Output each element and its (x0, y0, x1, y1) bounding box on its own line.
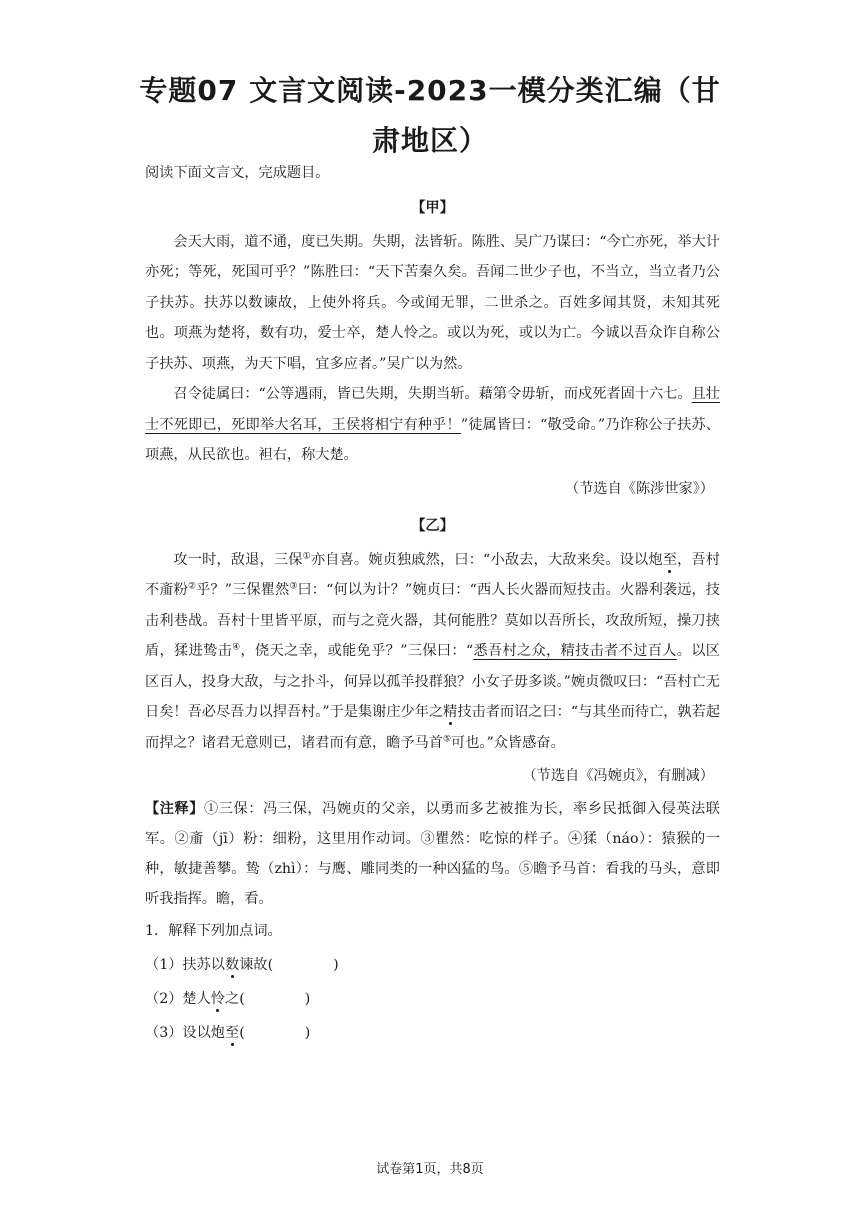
dotted-word-jing: 精 (443, 704, 458, 720)
annotation-label: 【注释】 (145, 801, 205, 817)
yi-source: （节选自《冯婉贞》，有删减） (522, 768, 714, 784)
item-text: 谏故( (239, 957, 274, 973)
annotation-text: ①三保：冯三保，冯婉贞的父亲，以勇而多艺被推为长，率乡民抵御入侵英法联军。②齑（jī）粉：细粉，这里用作动词。③瞿然：吃惊的样子。④猱（náo）：猿猴的一种，敏捷善攀。鸷（zhì）：与鹰、雕同类的一种凶猛的鸟。⑤瞻予马首：看我的马头，意即听我指挥。瞻，看。 (145, 801, 720, 907)
yi-underlined-sentence: 悉吾村之众，精技击者不过百人 (473, 643, 677, 659)
section-jia-heading: 【甲】 (411, 199, 454, 216)
footnote-ref-1: ① (302, 550, 311, 561)
dotted-word-zhi: 至 (662, 551, 678, 568)
item-number: （2） (145, 991, 183, 1007)
yi-text-6: ，侥天之幸，或能免乎？”三保曰：“ (240, 643, 474, 659)
footnote-ref-4: ④ (232, 642, 241, 653)
jia-source: （节选自《陈涉世家》） (565, 480, 714, 497)
item-text: 扶苏以 (182, 957, 225, 973)
annotation-block (145, 794, 720, 914)
dotted-word: 怜 (210, 991, 225, 1007)
yi-text-5: 曰：“何以为计？”婉贞曰：“西人长火器而短技击。火器利袭远，技击利巷战。吾村十里皆平原，而与之竞火器，其何能胜？莫如以吾所长，攻敌所短，操刀挟盾，猱进鸷击 (145, 582, 720, 659)
footnote-ref-3: ③ (289, 581, 298, 592)
jia-underlined-sentence: 且壮士不死即已，死即举大名耳，王侯将相宁有种乎！ (145, 386, 720, 433)
yi-text-3: ，吾村不齑粉 (145, 551, 720, 598)
section-yi-heading: 【乙】 (411, 517, 454, 534)
page-title: 专题07 文言文阅读-2023一模分类汇编（甘肃地区） (139, 74, 721, 157)
item-text: 之( (225, 991, 245, 1007)
footnote-ref-2: ② (187, 581, 197, 592)
yi-text-1: 攻一时，敌退，三保 (173, 551, 303, 568)
jia-p2-before: 召令徒属曰：“公等遇雨，皆已失期，失期当斩。藉第令毋斩，而戍死者固十六七。 (173, 386, 692, 402)
question-stem: 1．解释下列加点词。 (145, 923, 282, 939)
yi-text-9: 可也。”众皆感奋。 (451, 734, 565, 751)
instruction-text: 阅读下面文言文，完成题目。 (145, 165, 330, 181)
dotted-word: 至 (224, 1025, 240, 1041)
yi-text-7: 。以区区百人，投身大敌，与之扑斗，何异以孤羊投群狼？小女子毋多谈。”婉贞微叹曰：“吾村亡无日矣！吾必尽吾力以捍吾村。”于是集谢庄少年之 (145, 643, 720, 720)
yi-paragraph (145, 545, 720, 759)
yi-text-4: 乎？”三保瞿然 (196, 582, 290, 598)
item-text: ( (239, 1025, 245, 1041)
question-item-3 (145, 1016, 720, 1050)
dotted-word: 数 (224, 957, 240, 973)
question-item-1 (145, 948, 720, 982)
jia-p2-after: ”徒属皆曰：“敬受命。”乃诈称公子扶苏、项燕，从民欲也。袒右，称大楚。 (145, 416, 720, 463)
footnote-ref-5: ⑤ (442, 733, 452, 744)
item-text: ) (304, 1025, 311, 1041)
yi-text-2: 亦自喜。婉贞独戚然，曰：“小敌去，大敌来矣。设以炮 (310, 551, 663, 568)
item-number: （3） (145, 1025, 183, 1041)
jia-paragraph-2 (145, 379, 720, 471)
page-footer: 试卷第1页，共8页 (376, 1162, 484, 1177)
item-text: ) (333, 957, 339, 973)
question-item-2 (145, 982, 720, 1016)
item-text: ) (304, 991, 311, 1007)
item-text: 楚人 (182, 991, 211, 1007)
item-text: 设以炮 (182, 1025, 225, 1041)
yi-text-8: 技击者而诏之曰：“与其坐而待亡，孰若起而捍之？诸君无意则已，诸君而有意，瞻予马首 (145, 704, 721, 751)
item-number: （1） (145, 957, 183, 973)
jia-paragraph-1: 会天大雨，道不通，度已失期。失期，法皆斩。陈胜、吴广乃谋曰：“今亡亦死，举大计亦死；等死，死国可乎？”陈胜曰：“天下苦秦久矣。吾闻二世少子也，不当立，当立者乃公子扶苏。扶苏以数谏故，上使外将兵。今或闻无罪，二世杀之。百姓多闻其贤，未知其死也。项燕为楚将，数有功，爱士卒，楚人怜之。或以为死，或以为亡。今诚以吾众诈自称公子扶苏、项燕，为天下唱，宜多应者。”吴广以为然。 (145, 233, 720, 372)
main-content (145, 158, 720, 1050)
